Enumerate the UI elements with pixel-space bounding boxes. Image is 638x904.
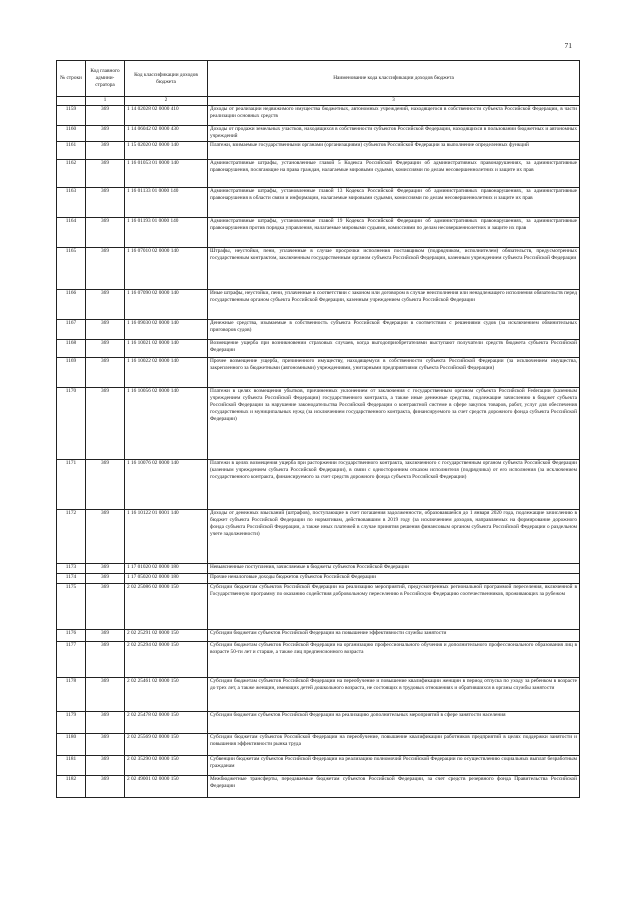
table-row <box>57 775 580 797</box>
table-row <box>57 563 580 573</box>
revenue-name-cell: Иные штрафы, неустойки, пени, уплаченные в соответствии с законом или договором в случае неисполнения или ненадлежащего исполнения обязательств перед государственным органом субъекта Российской Федерации, казенным учреждением субъекта Российской Федерации <box>208 289 580 319</box>
admin-code-cell: 369 <box>86 125 125 141</box>
admin-code-cell: 369 <box>86 583 125 629</box>
revenue-name-cell: Административные штрафы, установленные главой 5 Кодекса Российской Федерации об административных правонарушениях, за административные правонарушения, посягающие на права граждан, налагаемые мировыми судьями, комиссиями по делам несовершеннолетних и защите их прав <box>208 159 580 187</box>
revenue-name-cell: Субсидии бюджетам субъектов Российской Федерации на переобучение и повышение квалификации женщин в период отпуска по уходу за ребенком в возрасте до трех лет, а также женщин, имеющих детей дошкольного возраста, не состоящих в трудовых отношениях и обратившихся в органы службы занятости <box>208 677 580 711</box>
row-number-cell: 1166 <box>57 289 86 319</box>
admin-code-cell: 369 <box>86 629 125 641</box>
admin-code-cell: 369 <box>86 387 125 459</box>
admin-code-cell: 369 <box>86 733 125 755</box>
row-number-cell: 1177 <box>57 641 86 677</box>
admin-code-cell: 369 <box>86 319 125 339</box>
page-number: 71 <box>564 41 572 50</box>
revenue-name-cell: Денежные средства, изымаемые в собственность субъекта Российской Федерации в соответствии с решениями судов (за исключением обвинительных приговоров судов) <box>208 319 580 339</box>
table-row <box>57 733 580 755</box>
column-index: 2 <box>125 97 208 106</box>
classification-code-cell: 1 16 09030 02 0000 140 <box>125 319 208 339</box>
row-number-cell: 1181 <box>57 755 86 775</box>
admin-code-cell: 369 <box>86 775 125 797</box>
table-row <box>57 641 580 677</box>
revenue-name-cell: Субсидии бюджетам субъектов Российской Федерации на реализацию дополнительных мероприятий в сфере занятости населения <box>208 711 580 733</box>
row-number-cell: 1172 <box>57 509 86 563</box>
classification-code-cell: 1 17 01020 02 0000 180 <box>125 563 208 573</box>
revenue-name-cell: Платежи, взимаемые государственными органами (организациями) субъектов Российской Федерации за выполнение определенных функций <box>208 141 580 159</box>
table-row <box>57 711 580 733</box>
revenue-name-cell: Платежи в целях возмещения убытков, причиненных уклонением от заключения с государственным органом субъекта Российской Federации (казенным учреждением субъекта Российской Федерации) государственного контракта, а также иные денежные средства, подлежащие зачислению в бюджет субъекта Российской Федерации за нарушение законодательства Российской Федерации о контрактной системе в сфере закупок товаров, работ, услуг для обеспечения государственных и муниципальных нужд (за исключением государственного контракта, финансируемого за счет средств дорожного фонда субъекта Российской Федерации) <box>208 387 580 459</box>
budget-revenue-classification-table <box>56 60 580 798</box>
admin-code-cell: 369 <box>86 289 125 319</box>
row-number-cell: 1169 <box>57 357 86 387</box>
admin-code-cell: 369 <box>86 509 125 563</box>
classification-code-cell: 2 02 25086 02 0000 150 <box>125 583 208 629</box>
classification-code-cell: 2 02 25461 02 0000 150 <box>125 677 208 711</box>
table-body <box>57 105 580 797</box>
admin-code-cell: 369 <box>86 677 125 711</box>
table-row <box>57 357 580 387</box>
table-row <box>57 629 580 641</box>
admin-code-cell: 369 <box>86 247 125 289</box>
table-row <box>57 247 580 289</box>
row-number-cell: 1167 <box>57 319 86 339</box>
table-row <box>57 387 580 459</box>
admin-code-cell: 369 <box>86 563 125 573</box>
table-row <box>57 459 580 509</box>
table-row <box>57 583 580 629</box>
admin-code-cell: 369 <box>86 459 125 509</box>
header-name: Наименование кода классификации доходов бюджета <box>208 61 580 97</box>
revenue-name-cell: Административные штрафы, установленные главой 19 Кодекса Российской Федерации об административных правонарушениях, за административные правонарушения против порядка управления, налагаемые мировыми судьями, комиссиями по делам несовершеннолетних и защите их прав <box>208 217 580 247</box>
revenue-name-cell: Доходы от денежных взысканий (штрафов), поступающие в счет погашения задолженности, образовавшейся до 1 января 2020 года, подлежащие зачислению в бюджет субъекта Российской Федерации по нормативам, действовавшим в 2019 году (за исключением доходов, направляемых на формирование дорожного фонда субъекта Российской Федерации, а также иных платежей в случае принятия решения финансовым органом субъекта Российской Федерации о раздельном учете задолженности) <box>208 509 580 563</box>
revenue-name-cell: Доходы от реализации недвижимого имущества бюджетных, автономных учреждений, находящегося в собственности субъекта Российской Федерации, в части реализации основных средств <box>208 105 580 125</box>
row-number-cell: 1180 <box>57 733 86 755</box>
classification-code-cell: 1 16 07010 02 0000 140 <box>125 247 208 289</box>
classification-code-cell: 2 02 25478 02 0000 150 <box>125 711 208 733</box>
table-row <box>57 339 580 357</box>
classification-code-cell: 2 02 25569 02 0000 150 <box>125 733 208 755</box>
table-row <box>57 755 580 775</box>
table-row <box>57 141 580 159</box>
header-admin-code: Код главного админи-стратора <box>86 61 125 97</box>
column-index-empty <box>57 97 86 106</box>
table-row <box>57 509 580 563</box>
table-row <box>57 289 580 319</box>
classification-code-cell: 1 14 06042 02 0000 430 <box>125 125 208 141</box>
table-row <box>57 125 580 141</box>
classification-code-cell: 1 16 10056 02 0000 140 <box>125 387 208 459</box>
revenue-name-cell: Межбюджетные трансферты, передаваемые бюджетам субъектов Российской Федерации, за счет средств резервного фонда Правительства Российской Федерации <box>208 775 580 797</box>
revenue-name-cell: Невыясненные поступления, зачисляемые в бюджеты субъектов Российской Федерации <box>208 563 580 573</box>
revenue-name-cell: Субсидии бюджетам субъектов Российской Федерации на повышение эффективности службы занятости <box>208 629 580 641</box>
table-row <box>57 677 580 711</box>
admin-code-cell: 369 <box>86 105 125 125</box>
table-row <box>57 573 580 583</box>
revenue-name-cell: Субвенции бюджетам субъектов Российской Федерации на реализацию полномочий Российской Федерации по осуществлению социальных выплат безработным гражданам <box>208 755 580 775</box>
column-index: 3 <box>208 97 580 106</box>
row-number-cell: 1165 <box>57 247 86 289</box>
row-number-cell: 1163 <box>57 187 86 217</box>
revenue-name-cell: Прочее возмещение ущерба, причиненного имуществу, находящемуся в собственности субъекта Российской Федерации (за исключением имущества, закрепленного за бюджетными (автономными) учреждениями, унитарными предприятиями субъекта Российской Федерации) <box>208 357 580 387</box>
admin-code-cell: 369 <box>86 339 125 357</box>
classification-code-cell: 1 14 02028 02 0000 410 <box>125 105 208 125</box>
revenue-name-cell: Штрафы, неустойки, пени, уплаченные в случае просрочки исполнения поставщиком (подрядчиком, исполнителем) обязательств, предусмотренных государственным контрактом, заключенным государственным органом субъекта Российской Федерации, казенным учреждением субъекта Российской Федерации <box>208 247 580 289</box>
row-number-cell: 1164 <box>57 217 86 247</box>
revenue-name-cell: Платежи в целях возмещения ущерба при расторжении государственного контракта, заключенного с государственным органом субъекта Российской Федерации (казенным учреждением субъекта Российской Федерации), в связи с односторонним отказом исполнителя (подрядчика) от его исполнения (за исключением государственного контракта, финансируемого за счет средств дорожного фонда субъекта Российской Федерации) <box>208 459 580 509</box>
revenue-name-cell: Административные штрафы, установленные главой 13 Кодекса Российской Федерации об административных правонарушениях, за административные правонарушения в области связи и информации, налагаемые мировыми судьями, комиссиями по делам несовершеннолетних и защите их прав <box>208 187 580 217</box>
classification-code-cell: 1 16 01133 01 0000 140 <box>125 187 208 217</box>
table-column-index-row <box>57 97 580 106</box>
row-number-cell: 1160 <box>57 125 86 141</box>
row-number-cell: 1162 <box>57 159 86 187</box>
classification-code-cell: 1 16 10076 02 0000 140 <box>125 459 208 509</box>
classification-code-cell: 2 02 25291 02 0000 150 <box>125 629 208 641</box>
header-classification-code: Код классификации доходов бюджета <box>125 61 208 97</box>
row-number-cell: 1174 <box>57 573 86 583</box>
column-index: 1 <box>86 97 125 106</box>
row-number-cell: 1178 <box>57 677 86 711</box>
classification-code-cell: 2 02 49001 02 0000 150 <box>125 775 208 797</box>
row-number-cell: 1179 <box>57 711 86 733</box>
revenue-name-cell: Субсидии бюджетам субъектов Российской Федерации на организацию профессионального обучения и дополнительного профессионального образования лиц в возрасте 50-ти лет и старше, а также лиц предпенсионного возраста <box>208 641 580 677</box>
classification-code-cell: 1 17 05020 02 0000 180 <box>125 573 208 583</box>
classification-code-cell: 1 16 10021 02 0000 140 <box>125 339 208 357</box>
classification-code-cell: 1 16 10022 02 0000 140 <box>125 357 208 387</box>
admin-code-cell: 369 <box>86 357 125 387</box>
admin-code-cell: 369 <box>86 573 125 583</box>
table-row <box>57 319 580 339</box>
revenue-name-cell: Субсидии бюджетам субъектов Российской Федерации на реализацию мероприятий, предусмотренных региональной программой переселения, включенной в Государственную программу по оказанию содействия добровольному переселению в Российскую Федерацию соотечественников, проживающих за рубежом <box>208 583 580 629</box>
row-number-cell: 1182 <box>57 775 86 797</box>
row-number-cell: 1168 <box>57 339 86 357</box>
revenue-name-cell: Доходы от продажи земельных участков, находящихся в собственности субъектов Российской Федерации, находящихся в пользовании бюджетных и автономных учреждений <box>208 125 580 141</box>
row-number-cell: 1171 <box>57 459 86 509</box>
row-number-cell: 1159 <box>57 105 86 125</box>
row-number-cell: 1173 <box>57 563 86 573</box>
admin-code-cell: 369 <box>86 755 125 775</box>
classification-code-cell: 1 16 01193 01 0000 140 <box>125 217 208 247</box>
admin-code-cell: 369 <box>86 217 125 247</box>
row-number-cell: 1175 <box>57 583 86 629</box>
table-row <box>57 159 580 187</box>
admin-code-cell: 369 <box>86 187 125 217</box>
table-row <box>57 187 580 217</box>
admin-code-cell: 369 <box>86 641 125 677</box>
classification-code-cell: 2 02 35290 02 0000 150 <box>125 755 208 775</box>
table-header-row <box>57 61 580 97</box>
classification-code-cell: 1 16 01053 01 0000 140 <box>125 159 208 187</box>
admin-code-cell: 369 <box>86 141 125 159</box>
classification-code-cell: 2 02 25294 02 0000 150 <box>125 641 208 677</box>
revenue-name-cell: Субсидии бюджетам субъектов Российской Федерации на переобучение, повышение квалификации работников предприятий в целях поддержки занятости и повышения эффективности рынка труда <box>208 733 580 755</box>
row-number-cell: 1170 <box>57 387 86 459</box>
classification-code-cell: 1 16 07090 02 0000 140 <box>125 289 208 319</box>
row-number-cell: 1161 <box>57 141 86 159</box>
revenue-name-cell: Возмещение ущерба при возникновении страховых случаев, когда выгодоприобретателями выступают получатели средств бюджета субъекта Российской Федерации <box>208 339 580 357</box>
admin-code-cell: 369 <box>86 711 125 733</box>
header-row-number: № строки <box>57 61 86 97</box>
classification-code-cell: 1 16 10122 01 0001 140 <box>125 509 208 563</box>
classification-code-cell: 1 15 02020 02 0000 140 <box>125 141 208 159</box>
table-row <box>57 217 580 247</box>
table-row <box>57 105 580 125</box>
row-number-cell: 1176 <box>57 629 86 641</box>
admin-code-cell: 369 <box>86 159 125 187</box>
revenue-name-cell: Прочие неналоговые доходы бюджетов субъектов Российской Федерации <box>208 573 580 583</box>
